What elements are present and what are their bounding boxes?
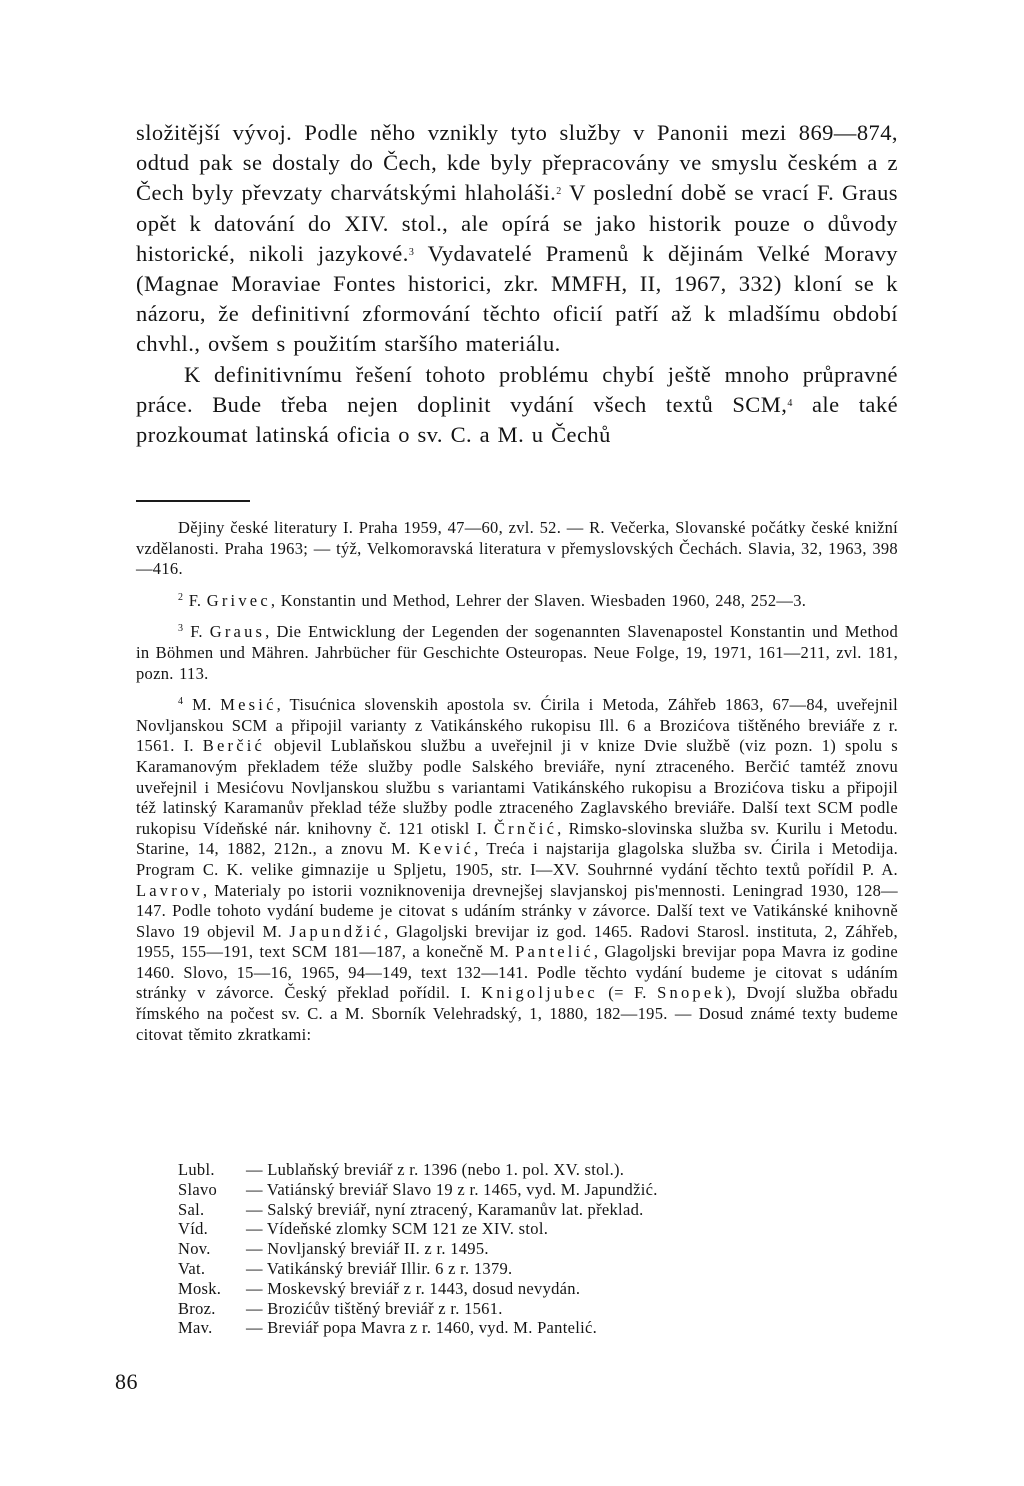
abbreviation-list (178, 1160, 878, 1338)
paragraph-1-text: složitější vývoj. Podle něho vznikly tyto služby v Panonii mezi 869—874, odtud pak se dostaly do Čech, kde byly přepracovány ve smyslu českém a z Čech byly převzaty charvátskými hlaholáši. (136, 120, 898, 206)
footnote-1-text: Dějiny české literatury I. Praha 1959, 47—60, zvl. 52. — R. Večerka, Slovanské počátky české knižní vzdělanosti. Praha 1963; — týž, Velkomoravská literatura v přemyslovských Čechách. Slavia, 32, 1963, 398—416. (136, 518, 898, 579)
abbreviation-value: — Vídeňské zlomky SCM 121 ze XIV. stol. (246, 1219, 549, 1239)
author-lavrov: Lavrov (136, 880, 203, 900)
footnote-1 (136, 518, 898, 580)
footnote-4-text-a: M. (183, 695, 221, 715)
footnote-3-mark: 3 (178, 623, 184, 635)
footnote-ref-4: 4 (787, 397, 793, 409)
author-kevic: Kević (418, 839, 475, 859)
abbreviation-row (178, 1160, 878, 1180)
paragraph-2-text-b: ale také prozkoumat latinská oficia o sv. C. a M. u Čechů (136, 391, 899, 448)
page-number: 86 (115, 1369, 138, 1394)
footnote-2-text-b: , Konstantin und Method, Lehrer der Slaven. Wiesbaden 1960, 248, 252—3. (270, 590, 807, 610)
footnote-4-text-e: , Treća i najstarija glagolska služba sv. Ćirila i Metodija. Program C. K. velike gimnazije u Spljetu, 1905, str. I—XV. Souhrnné vydání těchto textů pořídil P. A. (136, 839, 898, 879)
abbreviation-row (178, 1180, 878, 1200)
footnote-4 (136, 695, 898, 1045)
footnote-4-text-d: , Rimsko-slovinska služba sv. Kurilu i Metodu. Starine, 14, 1882, 212n., a znovu M. (136, 818, 898, 859)
footnote-4-text-c: objevil Lublaňskou službu a uveřejnil ji v knize Dvie službě (viz pozn. 1) spolu s Karamanovým překladem téže služby podle Salského breviáře, nyní ztraceného. Berčić tamtéž znovu uveřejnil i Mesićovu Novljanskou službu s variantami Vatikánského rukopisu a Brozićova tisku a připojil též latinský Karamanův překlad téže služby podle ztraceného Zaglavského breviáře. Další text SCM podle rukopisu Vídeňské nár. knihovny č. 121 otiskl I. (136, 736, 898, 838)
paragraph-2-text: K definitivnímu řešení tohoto problému chybí ještě mnoho průpravné práce. Bude třeba nejen doplinit vydání všech textů SCM, (136, 361, 898, 417)
abbreviation-row (178, 1299, 878, 1319)
author-japundzic: Japundžić (289, 921, 385, 941)
footnote-4-text-b: , Tisućnica slovenskih apostola sv. Ćirila i Metoda, Záhřeb 1863, 67—84, uveřejnil Novljanskou SCM a připojil varianty z Vatikánského rukopisu Ill. 6 a Brozićova tištěného breviáře z r. 1561. I. (136, 695, 898, 756)
author-snopek: Snopek (657, 983, 726, 1003)
abbreviation-value: — Moskevský breviář z r. 1443, dosud nevydán. (246, 1278, 581, 1298)
footnote-separator (136, 500, 250, 502)
abbreviation-row (178, 1239, 878, 1259)
footnote-ref-2: 2 (556, 186, 562, 198)
abbreviation-row (178, 1318, 878, 1338)
footnote-4-text-j: ), Dvojí služba obřadu římského na počest sv. C. a M. Sborník Velehradský, 1, 1880, 182—195. — Dosud známé texty budeme citovat těmito zkratkami: (136, 983, 898, 1044)
footnotes (136, 518, 898, 1045)
paragraph-1-text-b: V poslední době se vrací F. Graus opět k datování do XIV. stol., ale opírá se jako historik pouze o důvody historické, nikoli jazykové. (136, 180, 899, 266)
footnote-3 (136, 622, 898, 684)
abbreviation-row (178, 1259, 878, 1279)
main-text (136, 118, 898, 450)
abbreviation-row (178, 1279, 878, 1299)
author-graus: Graus (209, 622, 266, 642)
abbreviation-key: Sal. (178, 1199, 205, 1219)
footnote-2-mark: 2 (178, 591, 184, 603)
footnote-ref-3: 3 (408, 246, 415, 258)
paragraph-2 (136, 360, 898, 451)
abbreviation-row (178, 1219, 878, 1239)
author-pantelic: Pantelić (515, 942, 594, 962)
abbreviation-key: Lubl. (178, 1160, 215, 1179)
abbreviation-key: Slavo (178, 1179, 218, 1199)
abbreviation-value: — Lublaňský breviář z r. 1396 (nebo 1. pol. XV. stol.). (246, 1160, 625, 1179)
footnote-2 (136, 591, 898, 612)
footnote-3-text: F. (183, 622, 210, 642)
footnote-4-text-f: , Materialy po istorii vozniknovenija drevnejšej slavjanskoj pis'mennosti. Leningrad 1930, 128—147. Podle tohoto vydání budeme je citovat s udáním stránky v závorce. Další text ve Vatikánské knihovně Slavo 19 objevil M. (136, 880, 898, 941)
paragraph-1 (136, 118, 898, 360)
author-crncic: Črnčić (493, 818, 558, 838)
abbreviation-key: Nov. (178, 1239, 211, 1259)
abbreviation-value: — Novljanský breviář II. z r. 1495. (246, 1239, 489, 1259)
author-grivec: Grivec (206, 590, 271, 610)
abbreviation-key: Mosk. (178, 1278, 222, 1298)
author-mesic: Mesić (220, 695, 277, 715)
abbreviation-value: — Breviář popa Mavra z r. 1460, vyd. M. Pantelić. (246, 1318, 598, 1338)
footnote-4-text-g: , Glagoljski brevijar iz god. 1465. Radovi Starosl. instituta, 2, Záhřeb, 1955, 155—191, text SCM 181—187, a konečně M. (136, 921, 898, 962)
abbreviation-key: Mav. (178, 1318, 213, 1338)
paragraph-1-text-c: Vydavatelé Pramenů k dějinám Velké Moravy (Magnae Moraviae Fontes historici, zkr. MMFH, II, 1967, 332) kloní se k názoru, že definitivní zformování těchto oficií patří až k mladšímu období chvhl., ovšem s použitím staršího materiálu. (136, 240, 899, 357)
footnote-4-text-i: (= F. (597, 983, 658, 1003)
abbreviation-key: Vat. (178, 1258, 206, 1278)
abbreviation-value: — Salský breviář, nyní ztracený, Karamanův lat. překlad. (246, 1199, 644, 1219)
abbreviation-value: — Vatikánský breviář Illir. 6 z r. 1379. (246, 1258, 513, 1278)
footnote-3-text-b: , Die Entwicklung der Legenden der sogenannten Slavenapostel Konstantin und Method in Böhmen und Mähren. Jahrbücher für Geschichte Osteuropas. Neue Folge, 19, 1971, 161—211, zvl. 181, pozn. 113. (136, 622, 898, 683)
author-knigoljubec: Knigoljubec (481, 983, 598, 1003)
footnote-4-text-h: , Glagoljski brevijar popa Mavra iz godine 1460. Slovo, 15—16, 1965, 94—149, text 132—141. Podle těchto vydání budeme je citovat s udáním stránky v závorce. Český překlad pořídil. I. (136, 942, 898, 1003)
author-bercic: Berčić (202, 736, 266, 756)
abbreviation-value: — Brozićův tištěný breviář z r. 1561. (246, 1298, 503, 1318)
abbreviation-value: — Vatiánský breviář Slavo 19 z r. 1465, vyd. M. Japundžić. (246, 1179, 658, 1199)
abbreviation-key: Víd. (178, 1219, 209, 1239)
footnote-4-mark: 4 (178, 696, 184, 708)
abbreviation-key: Broz. (178, 1298, 216, 1318)
abbreviation-row (178, 1200, 878, 1220)
footnote-2-text: F. (183, 590, 207, 610)
